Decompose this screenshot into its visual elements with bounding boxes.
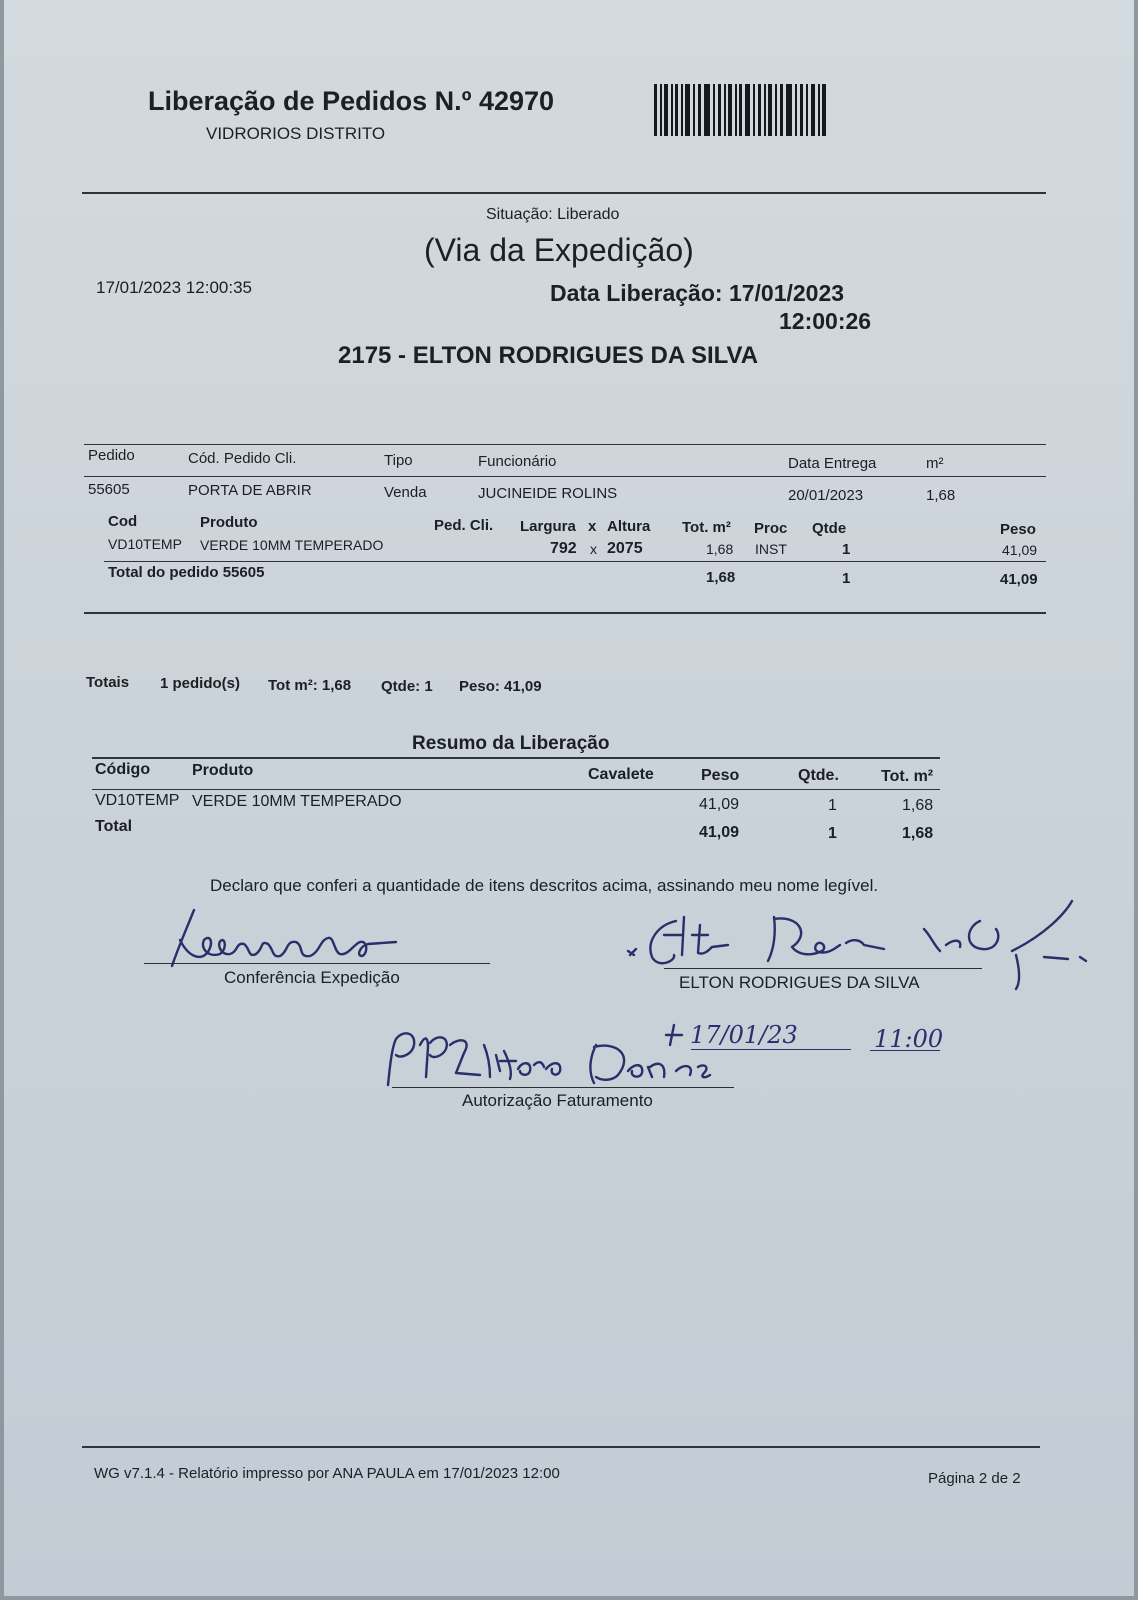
header-data-entrega: Data Entrega [788, 455, 877, 472]
summary-total-tot-m2: 1,68 [902, 825, 934, 842]
totals-peso: Peso: 41,09 [459, 678, 542, 695]
order-table-top-line [84, 444, 1046, 445]
release-date: Data Liberação: 17/01/2023 [550, 280, 845, 306]
item-peso: 41,09 [1002, 542, 1038, 558]
summary-produto: VERDE 10MM TEMPERADO [192, 793, 402, 810]
totals-qtde: Qtde: 1 [381, 678, 433, 695]
signature-line-conferencia [144, 963, 490, 964]
order-table-header-line [84, 476, 1046, 477]
date-underline [691, 1049, 851, 1050]
totals-label: Totais [86, 674, 130, 691]
order-total-label: Total do pedido 55605 [108, 564, 265, 581]
summary-codigo: VD10TEMP [95, 792, 180, 809]
item-header-x: x [588, 518, 597, 535]
item-header-cod: Cod [108, 513, 138, 530]
item-header-produto: Produto [200, 514, 258, 531]
item-header-tot-m2: Tot. m² [682, 519, 731, 536]
item-header-ped-cli: Ped. Cli. [434, 517, 494, 534]
summary-header-codigo: Código [95, 761, 151, 778]
summary-header-tot-m2: Tot. m² [881, 768, 934, 785]
item-cod: VD10TEMP [108, 536, 182, 552]
summary-title: Resumo da Liberação [412, 733, 610, 754]
summary-peso: 41,09 [699, 796, 740, 813]
summary-tot-m2: 1,68 [902, 797, 934, 814]
status-label: Situação: Liberado [486, 206, 620, 223]
autorizacao-time: 11:00 [874, 1025, 944, 1053]
item-header-peso: Peso [1000, 521, 1036, 538]
totals-m2: Tot m²: 1,68 [268, 677, 352, 694]
order-cod-pedido-cli: PORTA DE ABRIR [188, 482, 312, 499]
order-tipo: Venda [384, 484, 427, 501]
copy-type: (Via da Expedição) [424, 232, 694, 268]
order-section-bottom-line [84, 612, 1046, 614]
order-total-qtde: 1 [842, 570, 851, 587]
client-name: 2175 - ELTON RODRIGUES DA SILVA [338, 342, 759, 369]
item-header-largura: Largura [520, 518, 576, 535]
summary-header-peso: Peso [701, 767, 740, 784]
header-cod-pedido-cli: Cód. Pedido Cli. [188, 450, 297, 467]
summary-total-peso: 41,09 [699, 824, 740, 841]
footer-print-info: WG v7.1.4 - Relatório impresso por ANA PAULA em 17/01/2023 12:00 [94, 1465, 560, 1482]
item-header-altura: Altura [607, 518, 651, 535]
printed-timestamp: 17/01/2023 12:00:35 [96, 278, 252, 297]
signature-conferencia [164, 900, 404, 970]
document-page [4, 0, 1134, 1596]
item-altura: 2075 [607, 540, 643, 557]
signature-line-autorizacao [392, 1087, 734, 1088]
item-total-line [104, 561, 1046, 562]
summary-top-line [92, 757, 940, 759]
item-qtde: 1 [842, 541, 851, 558]
header-pedido: Pedido [88, 447, 135, 464]
summary-header-qtde: Qtde. [798, 767, 839, 784]
order-funcionario: JUCINEIDE ROLINS [478, 485, 618, 502]
footer-divider [82, 1446, 1040, 1448]
summary-header-cavalete: Cavalete [588, 766, 654, 783]
autorizacao-label: Autorização Faturamento [462, 1091, 653, 1110]
summary-qtde: 1 [828, 797, 837, 814]
header-m2: m² [926, 455, 944, 472]
time-underline [870, 1050, 940, 1051]
item-produto: VERDE 10MM TEMPERADO [200, 537, 384, 553]
company-name: VIDRORIOS DISTRITO [206, 124, 386, 143]
order-data-entrega: 20/01/2023 [788, 487, 864, 504]
order-m2: 1,68 [926, 487, 956, 504]
order-pedido: 55605 [88, 481, 130, 498]
item-proc: INST [755, 541, 787, 557]
barcode-icon [654, 84, 826, 136]
item-x: x [590, 541, 597, 557]
header-divider [82, 192, 1046, 194]
page-number: Página 2 de 2 [928, 1470, 1021, 1487]
order-total-m2: 1,68 [706, 569, 736, 586]
document-title: Liberação de Pedidos N.º 42970 [148, 86, 555, 116]
cliente-label: ELTON RODRIGUES DA SILVA [679, 973, 920, 992]
conferencia-label: Conferência Expedição [224, 968, 400, 987]
header-tipo: Tipo [384, 452, 413, 469]
summary-header-line [92, 789, 940, 790]
order-total-peso: 41,09 [1000, 571, 1038, 588]
signature-line-cliente [664, 968, 982, 969]
item-tot-m2: 1,68 [706, 541, 734, 557]
item-header-proc: Proc [754, 520, 788, 537]
summary-header-produto: Produto [192, 762, 254, 779]
header-funcionario: Funcionário [478, 453, 557, 470]
item-largura: 792 [550, 540, 577, 557]
summary-total-label: Total [95, 818, 133, 835]
release-time: 12:00:26 [779, 308, 872, 334]
totals-pedidos: 1 pedido(s) [160, 675, 241, 692]
declaration-text: Declaro que conferi a quantidade de itens descritos acima, assinando meu nome legível. [210, 876, 879, 895]
autorizacao-date: 17/01/23 [690, 1021, 798, 1049]
summary-total-qtde: 1 [828, 825, 837, 842]
item-header-qtde: Qtde [812, 520, 847, 537]
signature-autorizacao [384, 1015, 714, 1091]
